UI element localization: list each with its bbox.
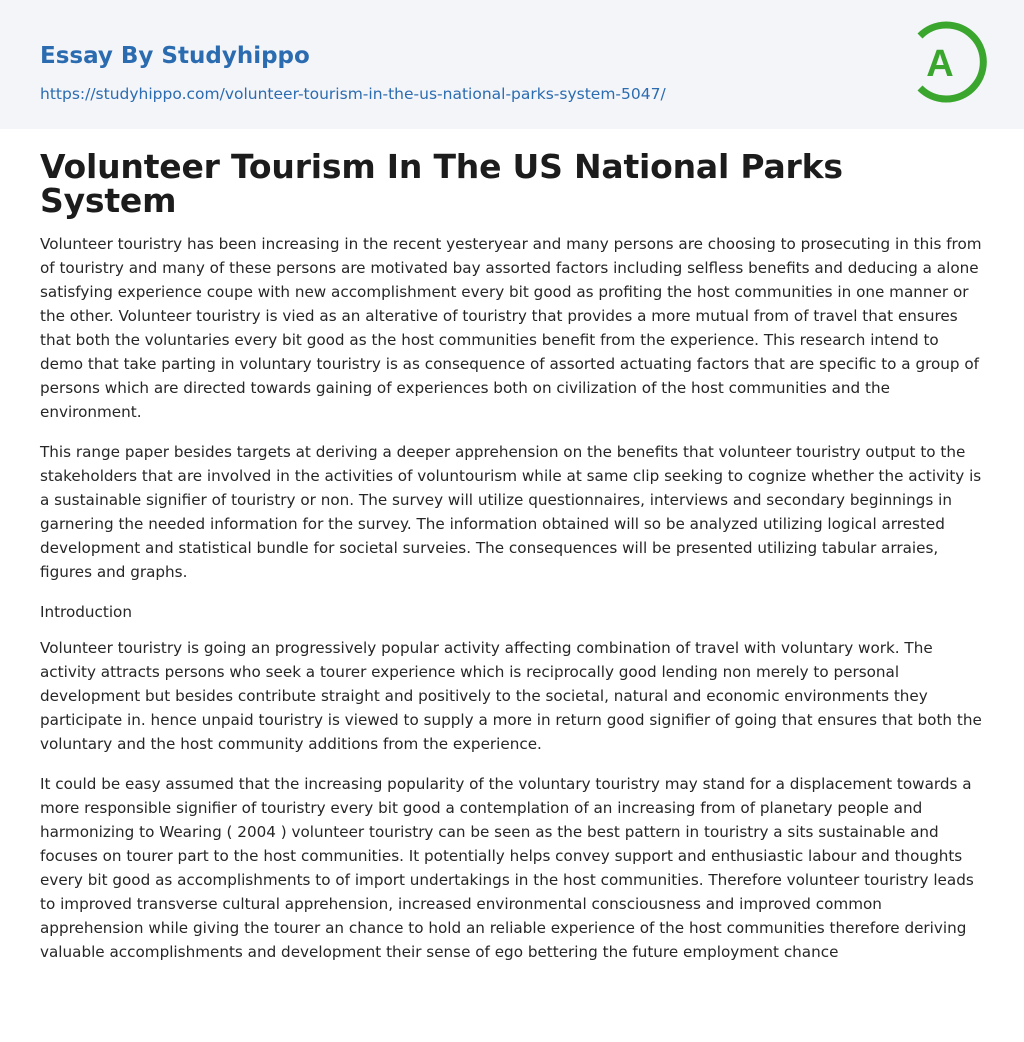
essay-paragraph: Volunteer touristry is going an progressively popular activity affecting combination of travel with voluntary work. The activity attracts persons who seek a tourer experience which is reciprocally good lending non merely to personal development but besides contribute straight and positively to the societal, natural and economic environments they participate in. hence unpaid touristry is viewed to supply a more in return good signifier of going that ensures that both the voluntary and the host community additions from the experience. — [40, 639, 982, 753]
essay-url-link[interactable]: https://studyhippo.com/volunteer-tourism-in-the-us-national-parks-system-5047/ — [40, 85, 666, 103]
section-heading-introduction: Introduction — [40, 603, 132, 621]
essay-paragraph: This range paper besides targets at deriving a deeper apprehension on the benefits that volunteer touristry output to the stakeholders that are involved in the activities of voluntourism while at same clip seeking to cognize whether the activity is a sustainable signifier of touristry or non. The survey will utilize questionnaires, interviews and secondary beginnings in garnering the needed information for the survey. The information obtained will so be analyzed utilizing logical arrested development and statistical bundle for societal surveies. The consequences will be presented utilizing tabular arraies, figures and graphs. — [40, 443, 982, 581]
essay-content — [40, 147, 984, 980]
essay-title: Volunteer Tourism In The US National Parks System — [40, 147, 843, 220]
essay-paragraph: Volunteer touristry has been increasing in the recent yesteryear and many persons are choosing to prosecuting in this from of touristry and many of these persons are motivated bay assorted factors including selfless benefits and deducing a alone satisfying experience coupe with new accomplishment every bit good as profiting the host communities in one manner or the other. Volunteer touristry is vied as an alterative of touristry that provides a more mutual from of travel that ensures that both the voluntaries every bit good as the host communities benefit from the experience. This research intend to demo that take parting in voluntary touristry is as consequence of assorted actuating factors that are specific to a group of persons which are directed towards gaining of experiences both on civilization of the host communities and the environment. — [40, 235, 982, 421]
logo-letter: A — [926, 43, 954, 85]
essay-paragraph: It could be easy assumed that the increasing popularity of the voluntary touristry may stand for a displacement towards a more responsible signifier of touristry every bit good a contemplation of an increasing from of planetary people and harmonizing to Wearing ( 2004 ) volunteer touristry can be seen as the best pattern in touristry a sits sustainable and focuses on tourer part to the host communities. It potentially helps convey support and enthusiastic labour and thoughts every bit good as accomplishments to of import undertakings in the host communities. Therefore volunteer touristry leads to improved transverse cultural apprehension, increased environmental consciousness and improved common apprehension while giving the tourer an chance to hold an reliable experience of the host communities therefore deriving valuable accomplishments and development their sense of ego bettering the future employment chance — [40, 775, 974, 961]
site-header — [0, 0, 1024, 129]
logo-icon[interactable] — [911, 18, 987, 106]
site-name[interactable]: Essay By Studyhippo — [40, 43, 310, 69]
